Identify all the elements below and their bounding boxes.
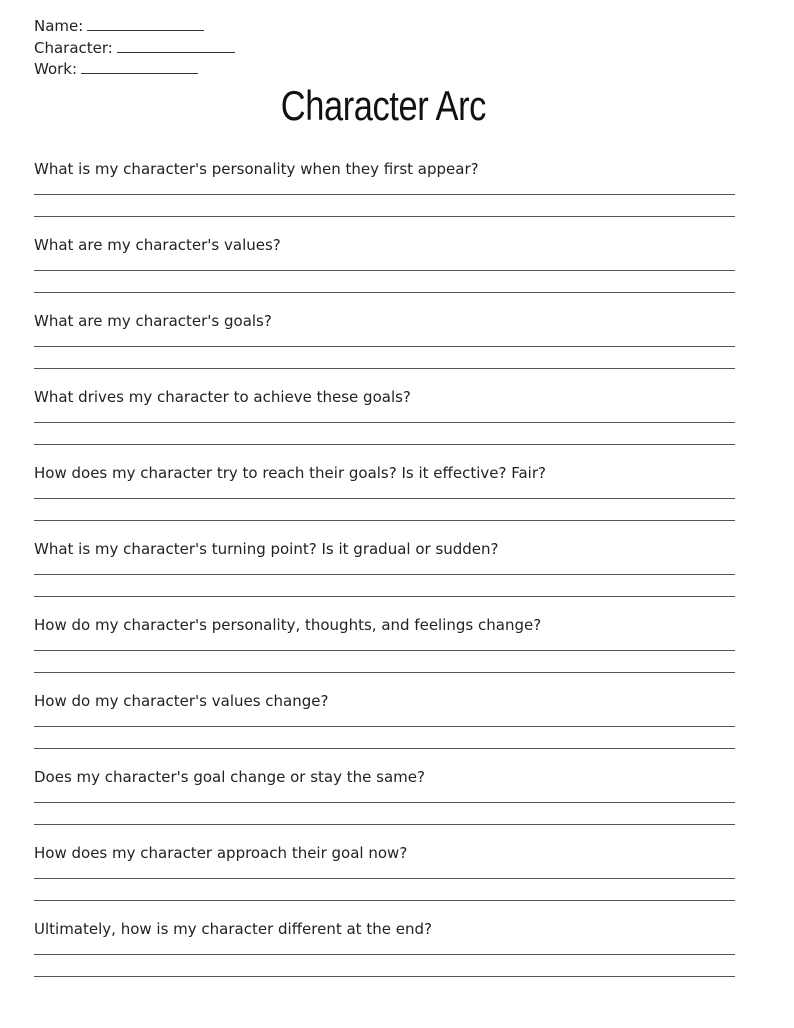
- name-field[interactable]: [34, 16, 235, 38]
- answer-line[interactable]: [34, 802, 735, 803]
- header-fields: [34, 16, 235, 81]
- answer-line[interactable]: [34, 368, 735, 369]
- question-item: [34, 690, 735, 766]
- answer-line[interactable]: [34, 878, 735, 879]
- answer-line[interactable]: [34, 520, 735, 521]
- question-item: [34, 614, 735, 690]
- answer-line[interactable]: [34, 194, 735, 195]
- question-text: What are my character's values?: [34, 236, 281, 254]
- question-text: What is my character's personality when they first appear?: [34, 160, 479, 178]
- question-item: [34, 538, 735, 614]
- question-item: [34, 462, 735, 538]
- answer-line[interactable]: [34, 574, 735, 575]
- page-title: Character Arc: [280, 82, 486, 129]
- answer-line[interactable]: [34, 498, 735, 499]
- answer-line[interactable]: [34, 444, 735, 445]
- question-item: [34, 766, 735, 842]
- question-text: Ultimately, how is my character different at the end?: [34, 920, 432, 938]
- answer-line[interactable]: [34, 216, 735, 217]
- question-text: What drives my character to achieve these goals?: [34, 388, 411, 406]
- question-item: [34, 310, 735, 386]
- answer-line[interactable]: [34, 672, 735, 673]
- answer-line[interactable]: [34, 726, 735, 727]
- question-text: How does my character approach their goal now?: [34, 844, 408, 862]
- character-blank[interactable]: [117, 38, 235, 53]
- answer-line[interactable]: [34, 292, 735, 293]
- answer-line[interactable]: [34, 748, 735, 749]
- answer-line[interactable]: [34, 650, 735, 651]
- question-item: [34, 158, 735, 234]
- character-label: Character:: [34, 38, 113, 57]
- answer-line[interactable]: [34, 270, 735, 271]
- answer-line[interactable]: [34, 422, 735, 423]
- question-text: How does my character try to reach their goals? Is it effective? Fair?: [34, 464, 546, 482]
- question-text: Does my character's goal change or stay the same?: [34, 768, 425, 786]
- name-label: Name:: [34, 17, 84, 35]
- character-field[interactable]: [34, 38, 235, 60]
- question-text: How do my character's values change?: [34, 692, 329, 710]
- work-label: Work:: [34, 60, 78, 78]
- name-blank[interactable]: [87, 16, 204, 31]
- work-field[interactable]: [34, 59, 235, 81]
- answer-line[interactable]: [34, 954, 735, 955]
- question-item: [34, 842, 735, 918]
- answer-line[interactable]: [34, 596, 735, 597]
- question-item: [34, 918, 735, 994]
- question-text: What are my character's goals?: [34, 312, 272, 330]
- work-blank[interactable]: [81, 59, 198, 74]
- answer-line[interactable]: [34, 346, 735, 347]
- question-list: [34, 158, 735, 994]
- question-text: How do my character's personality, thoughts, and feelings change?: [34, 616, 542, 634]
- question-item: [34, 234, 735, 310]
- question-item: [34, 386, 735, 462]
- answer-line[interactable]: [34, 900, 735, 901]
- question-text: What is my character's turning point? Is it gradual or sudden?: [34, 540, 499, 558]
- answer-line[interactable]: [34, 976, 735, 977]
- answer-line[interactable]: [34, 824, 735, 825]
